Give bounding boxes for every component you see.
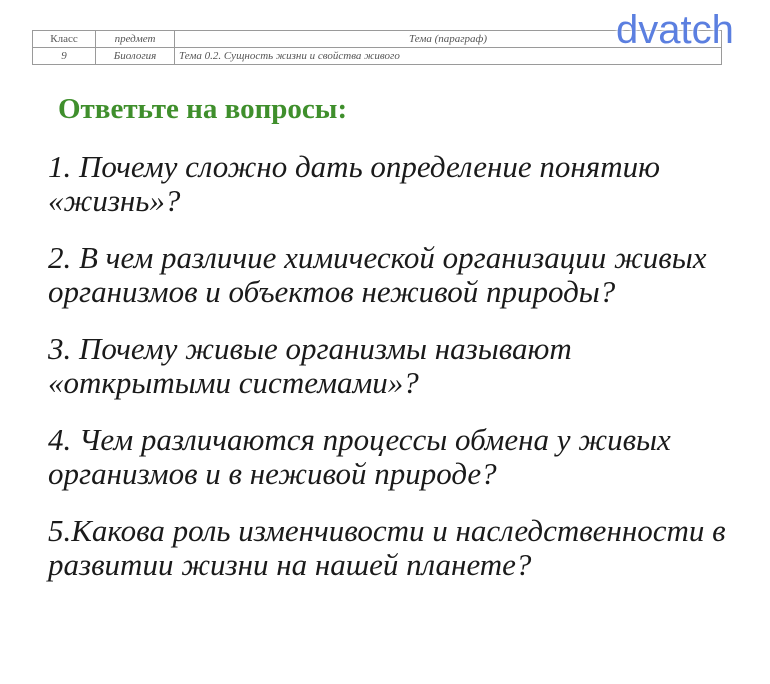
- question-4: 4. Чем различаются процессы обмена у живых организмов и в неживой природе?: [48, 422, 671, 491]
- topic-header: Тема (параграф): [175, 31, 722, 48]
- subject-value: Биология: [96, 48, 175, 65]
- page-title: Ответьте на вопросы:: [58, 93, 348, 125]
- watermark: dvatch: [616, 8, 734, 52]
- question-5: 5.Какова роль изменчивости и наследственности в развитии жизни на нашей планете?: [48, 513, 726, 582]
- topic-value: Тема 0.2. Сущность жизни и свойства живого: [175, 48, 722, 65]
- question-2: 2. В чем различие химической организации живых организмов и объектов неживой природы?: [48, 240, 707, 309]
- question-3: 3. Почему живые организмы называют «открытыми системами»?: [48, 331, 572, 400]
- question-1: 1. Почему сложно дать определение понятию «жизнь»?: [48, 149, 660, 218]
- subject-header: предмет: [96, 31, 175, 48]
- class-header: Класс: [33, 31, 96, 48]
- class-value: 9: [33, 48, 96, 65]
- questions-list: [48, 150, 748, 605]
